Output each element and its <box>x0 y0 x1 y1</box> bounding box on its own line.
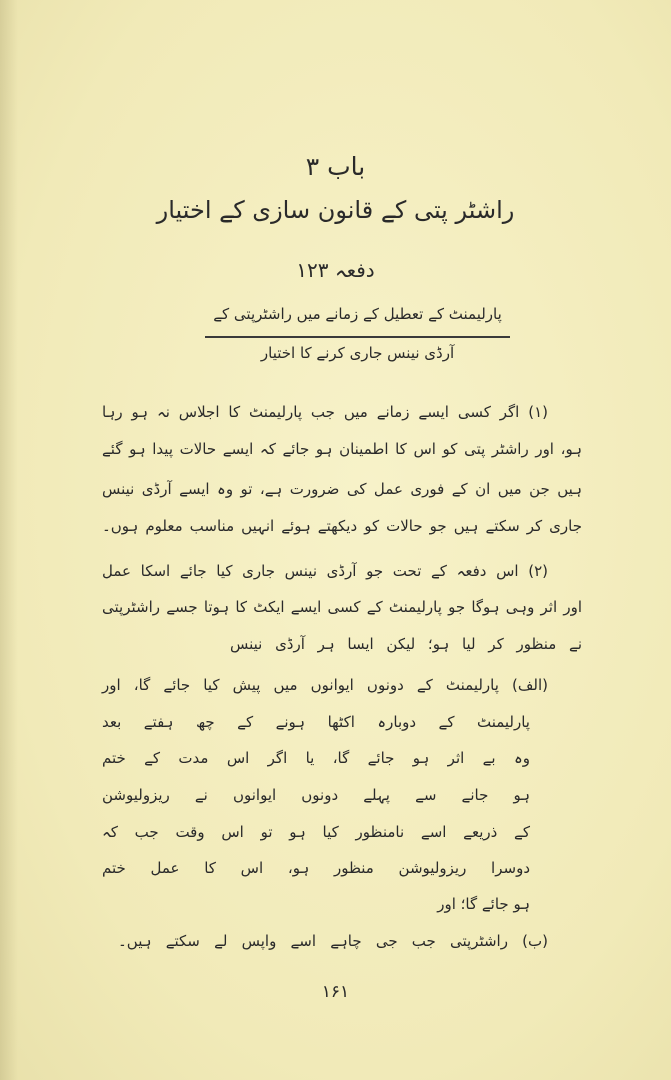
body-line: اور اثر وہی ہوگا جو پارلیمنٹ کے کسی ایسے ایکٹ کا ہوتا جسے راشٹرپتی <box>102 598 582 616</box>
body-line: (ب) راشٹرپتی جب جی چاہے اسے واپس لے سکتے ہیں۔ <box>118 932 548 950</box>
body-line: وہ بے اثر ہو جائے گا، یا اگر اس مدت کے ختم <box>102 749 530 767</box>
chapter-title: باب ۳ <box>305 152 366 181</box>
body-line: ہیں جن میں ان کے فوری عمل کی ضرورت ہے، تو وہ ایسے آرڈی نینس <box>102 480 582 498</box>
body-line: ہو جانے سے پہلے دونوں ایوانوں نے ریزولیوشن <box>102 786 530 804</box>
article-heading-line-2: آرڈی نینس جاری کرنے کا اختیار <box>260 344 455 362</box>
chapter-subtitle: راشٹر پتی کے قانون سازی کے اختیار <box>156 196 515 224</box>
page-number: ۱۶۱ <box>321 982 350 1002</box>
body-line: (۲) اس دفعہ کے تحت جو آرڈی نینس جاری کیا جائے اسکا عمل <box>102 562 548 580</box>
body-line: کے ذریعے اسے نامنظور کیا ہو تو اس وقت جب کہ <box>102 823 530 841</box>
body-line: ہو، اور راشٹر پتی کو اس کا اطمینان ہو جائے کہ ایسے حالات پیدا ہو گئے <box>102 440 582 458</box>
article-number: دفعہ ۱۲۳ <box>296 258 375 282</box>
heading-underline <box>205 336 510 338</box>
body-line: (۱) اگر کسی ایسے زمانے میں جب پارلیمنٹ کا اجلاس نہ ہو رہا <box>102 403 548 421</box>
body-line: پارلیمنٹ کے دوبارہ اکٹھا ہونے کے چھ ہفتے بعد <box>102 713 530 731</box>
body-line: (الف) پارلیمنٹ کے دونوں ایوانوں میں پیش کیا جائے گا، اور <box>102 676 548 694</box>
article-heading-line-1: پارلیمنٹ کے تعطیل کے زمانے میں راشٹرپتی کے <box>213 305 502 323</box>
body-line: دوسرا ریزولیوشن منظور ہو، اس کا عمل ختم <box>102 859 530 877</box>
body-line: ہو جائے گا؛ اور <box>437 895 530 913</box>
body-line: جاری کر سکتے ہیں جو حالات کو دیکھتے ہوئے انہیں مناسب معلوم ہوں۔ <box>102 517 582 535</box>
body-line: نے منظور کر لیا ہو؛ لیکن ایسا ہر آرڈی نینس <box>230 635 582 653</box>
